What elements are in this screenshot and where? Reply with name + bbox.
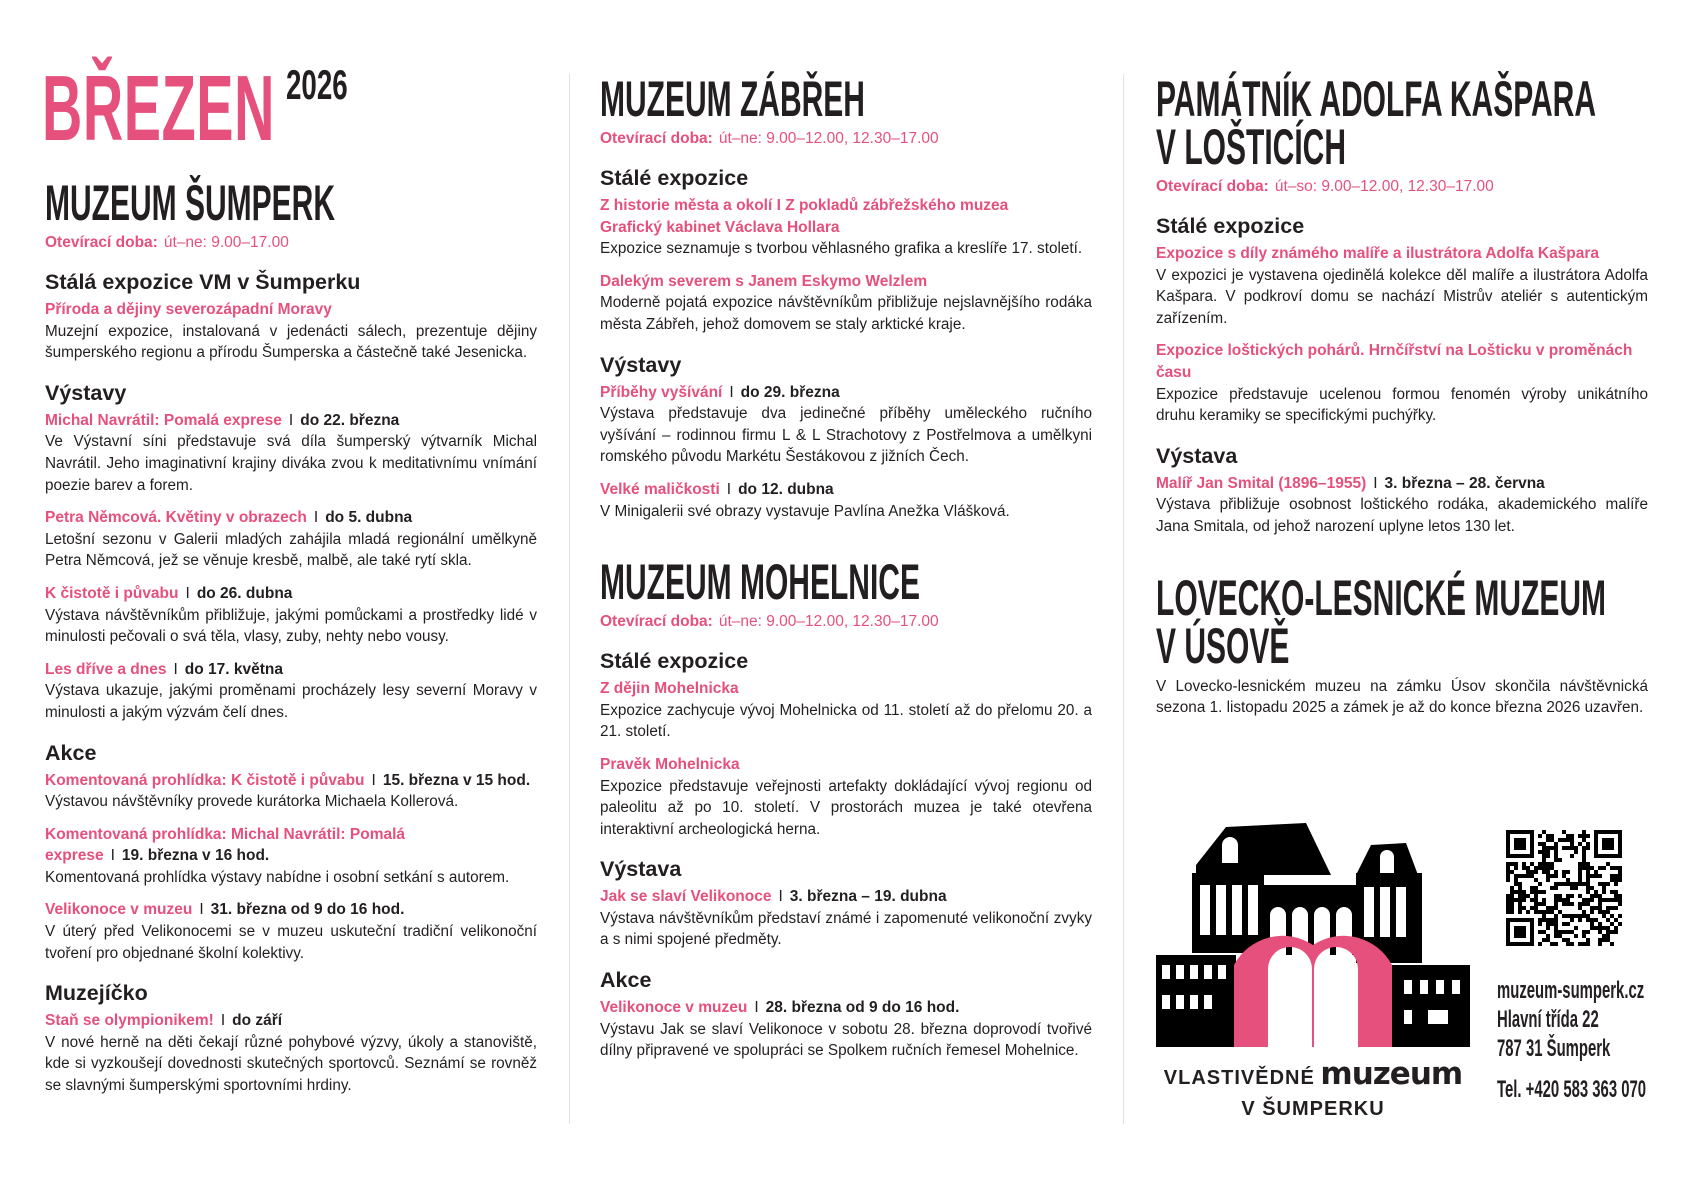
event-date bbox=[307, 509, 412, 526]
event-date-text: do 5. dubna bbox=[325, 509, 413, 527]
opening-hours-value: út–so: 9.00–12.00, 12.30–17.00 bbox=[1274, 178, 1494, 195]
event-date-text: do 12. dubna bbox=[738, 480, 834, 498]
event-item bbox=[1156, 340, 1648, 426]
event-item bbox=[600, 271, 1092, 336]
opening-hours-label: Otevírací doba: bbox=[45, 234, 158, 251]
opening-hours bbox=[600, 129, 1092, 149]
event-date-text: 19. března v 16 hod. bbox=[121, 847, 270, 865]
event-name[interactable]: Dalekým severem s Janem Eskymo Welzlem bbox=[600, 272, 928, 290]
event-date bbox=[282, 412, 399, 429]
event-date-text: 31. března od 9 do 16 hod. bbox=[210, 901, 405, 919]
separator: I bbox=[288, 411, 294, 429]
separator: I bbox=[754, 999, 759, 1017]
opening-hours bbox=[45, 233, 537, 253]
event-description: V úterý před Velikonocemi se v muzeu uskuteční tradiční velikonoční tvoření pro objednané školní kolektivy. bbox=[45, 923, 537, 962]
column-divider bbox=[1123, 74, 1124, 1124]
separator: I bbox=[199, 901, 204, 919]
event-date bbox=[192, 901, 404, 918]
event-description: Muzejní expozice, instalovaná v jedenácti sálech, prezentuje dějiny šumperského regionu a přírodu Šumperska a částečně také Jesenicka. bbox=[45, 322, 537, 362]
event-description: V expozici je vystavena ojedinělá kolekce děl malíře a ilustrátora Adolfa Kašpara. V podkroví domu se nachází Mistrův ateliér s autentickým zařízením. bbox=[1156, 266, 1648, 327]
separator: I bbox=[371, 771, 376, 789]
event-title bbox=[600, 479, 1092, 501]
event-date-text: 28. března od 9 do 16 hod. bbox=[765, 999, 960, 1017]
museum-name bbox=[45, 175, 537, 231]
museum-name bbox=[1156, 569, 1648, 674]
museum-name bbox=[1156, 71, 1648, 175]
event-description: V nové herně na děti čekají různé pohybové výzvy, úkoly a stanoviště, kde si vyzkoušejí dovednosti skutečných sportovců. Seznámí se rovněž se slavnými šumperskými sportovními hrdiny. bbox=[45, 1033, 537, 1095]
event-name[interactable]: Petra Němcová. Květiny v obrazech bbox=[45, 509, 307, 527]
event-name[interactable]: Velikonoce v muzeu bbox=[45, 901, 193, 919]
month-header bbox=[42, 58, 430, 158]
event-name[interactable]: Komentovaná prohlídka: Michal Navrátil: Pomalá exprese bbox=[45, 825, 406, 865]
event-name[interactable]: Pravěk Mohelnicka bbox=[600, 755, 740, 773]
event-name[interactable]: Velikonoce v muzeu bbox=[600, 999, 748, 1017]
event-title bbox=[1156, 473, 1648, 495]
museum-name bbox=[600, 71, 1092, 127]
column-divider bbox=[569, 74, 570, 1124]
event-date-text: 3. března – 28. června bbox=[1384, 474, 1545, 492]
event-name[interactable]: Expozice loštických pohárů. Hrnčířství na Lošticku v proměnách času bbox=[1156, 342, 1633, 381]
event-item bbox=[1156, 473, 1648, 538]
event-item bbox=[600, 195, 1092, 260]
website-link[interactable]: muzeum-sumperk.cz bbox=[1497, 977, 1645, 1004]
event-title bbox=[600, 886, 1092, 908]
event-item bbox=[45, 770, 537, 813]
event-title bbox=[45, 1010, 537, 1032]
section-heading: Výstavy bbox=[600, 352, 682, 377]
event-date bbox=[179, 585, 293, 602]
event-item bbox=[600, 382, 1092, 468]
museum-name-line: MUZEUM ZÁBŘEH bbox=[600, 71, 865, 127]
event-date bbox=[720, 481, 834, 498]
event-name[interactable]: Velké maličkosti bbox=[600, 480, 720, 498]
museum-name-line: MUZEUM ŠUMPERK bbox=[45, 175, 335, 231]
section-heading: Výstava bbox=[600, 857, 682, 882]
phone-number: Tel. +420 583 363 070 bbox=[1497, 1076, 1647, 1103]
event-name[interactable]: Michal Navrátil: Pomalá exprese bbox=[45, 411, 282, 429]
event-item bbox=[600, 754, 1092, 840]
event-date-text: do 26. dubna bbox=[196, 584, 293, 602]
event-item bbox=[600, 997, 1092, 1062]
event-item bbox=[600, 479, 1092, 522]
qr-code-icon[interactable] bbox=[1506, 829, 1622, 947]
event-name[interactable]: Malíř Jan Smital (1896–1955) bbox=[1156, 474, 1367, 492]
logo-text-vlastivedne: VLASTIVĚDNÉ bbox=[1163, 1067, 1315, 1089]
museum-name-line: V ÚSOVĚ bbox=[1156, 617, 1290, 674]
event-name[interactable]: Jak se slaví Velikonoce bbox=[600, 888, 772, 906]
opening-hours-value: út–ne: 9.00–12.00, 12.30–17.00 bbox=[718, 130, 939, 147]
separator: I bbox=[173, 660, 178, 678]
event-item bbox=[45, 824, 537, 889]
section-heading: Stálá expozice VM v Šumperku bbox=[45, 270, 361, 294]
event-date bbox=[166, 661, 283, 678]
section-heading: Stálé expozice bbox=[1156, 214, 1305, 238]
separator: I bbox=[726, 480, 732, 498]
event-title bbox=[1156, 243, 1648, 265]
event-date-text: do 17. května bbox=[184, 660, 284, 678]
building-illustration-icon bbox=[1156, 815, 1470, 1055]
event-name[interactable]: Příroda a dějiny severozápadní Moravy bbox=[45, 301, 332, 318]
museum-name-line: MUZEUM MOHELNICE bbox=[600, 554, 920, 611]
museum-logo bbox=[1156, 815, 1470, 1120]
event-item bbox=[600, 886, 1092, 951]
event-name[interactable]: Příběhy vyšívání bbox=[600, 383, 723, 401]
event-item bbox=[1156, 243, 1648, 329]
event-date bbox=[747, 999, 959, 1016]
museum-block bbox=[600, 554, 1092, 1062]
event-name[interactable]: K čistotě i půvabu bbox=[45, 584, 179, 602]
separator: I bbox=[729, 383, 734, 401]
museum-name-line: PAMÁTNÍK ADOLFA KAŠPARA bbox=[1156, 71, 1596, 127]
column-losticce-usov bbox=[1156, 71, 1648, 719]
event-date bbox=[365, 772, 531, 789]
event-title bbox=[45, 899, 537, 921]
event-title bbox=[600, 195, 1092, 217]
section-heading: Stálé expozice bbox=[600, 166, 749, 190]
opening-hours-label: Otevírací doba: bbox=[600, 130, 713, 147]
event-date bbox=[1366, 475, 1545, 492]
event-description: Letošní sezonu v Galerii mladých zahájila mladá regionální umělkyně Petra Němcová, jež se věnuje kresbě, malbě, ale také rytí skla. bbox=[45, 530, 537, 570]
event-name[interactable]: Expozice s díly známého malíře a ilustrátora Adolfa Kašpara bbox=[1156, 245, 1600, 262]
separator: I bbox=[1373, 474, 1378, 492]
section-heading: Výstavy bbox=[45, 380, 127, 405]
event-item bbox=[45, 583, 537, 648]
event-description: Expozice zachycuje vývoj Mohelnicka od 11. století až do přelomu 20. a 21. století. bbox=[600, 701, 1092, 741]
event-description: Expozice seznamuje s tvorbou věhlasného grafika a kreslíře 17. století. bbox=[600, 240, 1083, 258]
month-title: BŘEZEN bbox=[42, 56, 276, 160]
museum-block bbox=[600, 71, 1092, 522]
opening-hours-label: Otevírací doba: bbox=[1156, 178, 1269, 195]
event-description: Výstava přibližuje osobnost loštického rodáka, akademického malíře Jana Smitala, od jehož narození uplyne letos 130 let. bbox=[1156, 496, 1648, 535]
event-date-text: 15. března v 15 hod. bbox=[382, 771, 531, 789]
event-description: V Minigalerii své obrazy vystavuje Pavlína Anežka Vlášková. bbox=[600, 502, 1010, 520]
event-description: Výstava návštěvníkům přibližuje, jakými pomůckami a prostředky lidé v minulosti pečovali o svá těla, vlasy, zuby, nehty nebo vousy. bbox=[45, 606, 537, 646]
event-description: Expozice představuje ucelenou formou fenomén výroby unikátního druhu keramiky se specifickými puchýřky. bbox=[1156, 385, 1648, 425]
museum-name bbox=[600, 554, 1092, 611]
event-title bbox=[600, 271, 1092, 293]
museum-block bbox=[1156, 569, 1648, 719]
event-item bbox=[45, 410, 537, 496]
event-description: Výstavou návštěvníky provede kurátorka Michaela Kollerová. bbox=[45, 793, 459, 811]
event-title bbox=[600, 997, 1092, 1019]
event-title bbox=[45, 507, 537, 529]
event-title bbox=[600, 217, 1092, 239]
separator: I bbox=[220, 1012, 226, 1030]
event-name[interactable]: Z historie města a okolí I Z pokladů zábřežského muzea bbox=[600, 197, 1009, 214]
event-date bbox=[104, 847, 270, 864]
event-description: Výstava představuje dva jedinečné příběhy uměleckého ručního vyšívání – rodinnou firmu L & L Strachotovy z Postřelmova a umělkyni romského původu Markétu Šestákovou z jižních Čech. bbox=[600, 405, 1092, 466]
event-description: Moderně pojatá expozice návštěvníkům přibližuje nejslavnějšího rodáka města Zábřeh, jehož domovem se staly arktické kraje. bbox=[600, 294, 1092, 333]
separator: I bbox=[778, 888, 783, 906]
logo-text-v-sumperku: V ŠUMPERKU bbox=[1241, 1098, 1385, 1120]
section-heading: Výstava bbox=[1156, 443, 1238, 468]
event-title bbox=[45, 824, 537, 867]
event-item bbox=[45, 299, 537, 364]
event-name[interactable]: Staň se olympionikem! bbox=[45, 1012, 214, 1030]
event-title bbox=[45, 659, 537, 681]
event-description: Ve Výstavní síni představuje svá díla šumperský výtvarník Michal Navrátil. Jeho imaginativní krajiny diváka zvou k meditativnímu vnímání poezie barev a forem. bbox=[45, 433, 537, 494]
event-item bbox=[45, 899, 537, 964]
event-title bbox=[600, 678, 1092, 700]
event-description: Výstavu Jak se slaví Velikonoce v sobotu 28. března doprovodí tvořivé dílny připravené ve spolupráci se Spolkem ručních řemesel Mohelnice. bbox=[600, 1020, 1092, 1060]
event-description: Expozice představuje veřejnosti artefakty dokládající vývoj regionu od paleolitu až po 10. století. V prostorách muzea je také otevřena interaktivní archeologická herna. bbox=[600, 777, 1092, 838]
opening-hours-value: út–ne: 9.00–12.00, 12.30–17.00 bbox=[718, 613, 939, 631]
event-title bbox=[1156, 340, 1648, 383]
section-heading: Akce bbox=[600, 968, 652, 993]
event-description: Výstava návštěvníkům představí známé i zapomenuté velikonoční zvyky a s nimi spojené předměty. bbox=[600, 909, 1092, 949]
address-city: 787 31 Šumperk bbox=[1497, 1035, 1611, 1062]
event-date-text: do 22. března bbox=[300, 411, 400, 429]
event-description: Výstava ukazuje, jakými proměnami procházely lesy severní Moravy v minulosti a jakým výzvám čelí dnes. bbox=[45, 682, 537, 721]
event-name[interactable]: Komentovaná prohlídka: K čistotě i půvabu bbox=[45, 771, 365, 789]
museum-name-line: LOVECKO-LESNICKÉ MUZEUM bbox=[1156, 569, 1606, 626]
opening-hours bbox=[600, 612, 1092, 632]
section-heading: Muzejíčko bbox=[45, 981, 148, 1006]
museum-block bbox=[45, 175, 537, 1097]
separator: I bbox=[313, 509, 319, 527]
logo-text-muzeum: muzeum bbox=[1320, 1056, 1463, 1092]
museum-block bbox=[1156, 71, 1648, 538]
opening-hours bbox=[1156, 177, 1648, 197]
event-name[interactable]: Grafický kabinet Václava Hollara bbox=[600, 218, 840, 236]
event-title bbox=[45, 299, 537, 321]
event-date-text: 3. března – 19. dubna bbox=[789, 888, 947, 906]
year-label: 2026 bbox=[286, 61, 348, 108]
opening-hours-label: Otevírací doba: bbox=[600, 613, 713, 631]
event-title bbox=[45, 583, 537, 605]
event-item bbox=[45, 507, 537, 572]
event-item bbox=[600, 678, 1092, 743]
museum-note: V Lovecko-lesnickém muzeu na zámku Úsov skončila návštěvnická sezona 1. listopadu 2025 a zámek je až do konce března 2026 uzavřen. bbox=[1156, 677, 1648, 717]
event-title bbox=[45, 410, 537, 432]
event-title bbox=[45, 770, 537, 792]
event-date bbox=[214, 1012, 282, 1029]
event-description: Komentovaná prohlídka výstavy nabídne i osobní setkání s autorem. bbox=[45, 868, 510, 886]
event-date bbox=[771, 888, 946, 905]
event-title bbox=[600, 754, 1092, 776]
event-item bbox=[45, 659, 537, 724]
event-item bbox=[45, 1010, 537, 1096]
column-sumperk bbox=[45, 175, 537, 1097]
column-zabreh-mohelnice bbox=[600, 71, 1092, 1062]
separator: I bbox=[110, 847, 115, 865]
contact-info bbox=[1497, 976, 1684, 1104]
event-title bbox=[600, 382, 1092, 404]
event-date-text: do září bbox=[232, 1012, 283, 1030]
section-heading: Stálé expozice bbox=[600, 649, 749, 674]
museum-name-line: V LOŠTICÍCH bbox=[1156, 119, 1347, 175]
event-name[interactable]: Z dějin Mohelnicka bbox=[600, 680, 739, 698]
event-name[interactable]: Les dříve a dnes bbox=[45, 660, 167, 678]
separator: I bbox=[185, 584, 190, 602]
logo-wordmark bbox=[1156, 1056, 1470, 1092]
event-date-text: do 29. března bbox=[740, 383, 840, 401]
address-street: Hlavní třída 22 bbox=[1497, 1006, 1599, 1033]
opening-hours-value: út–ne: 9.00–17.00 bbox=[163, 234, 289, 251]
section-heading: Akce bbox=[45, 740, 97, 765]
event-date bbox=[722, 384, 839, 401]
